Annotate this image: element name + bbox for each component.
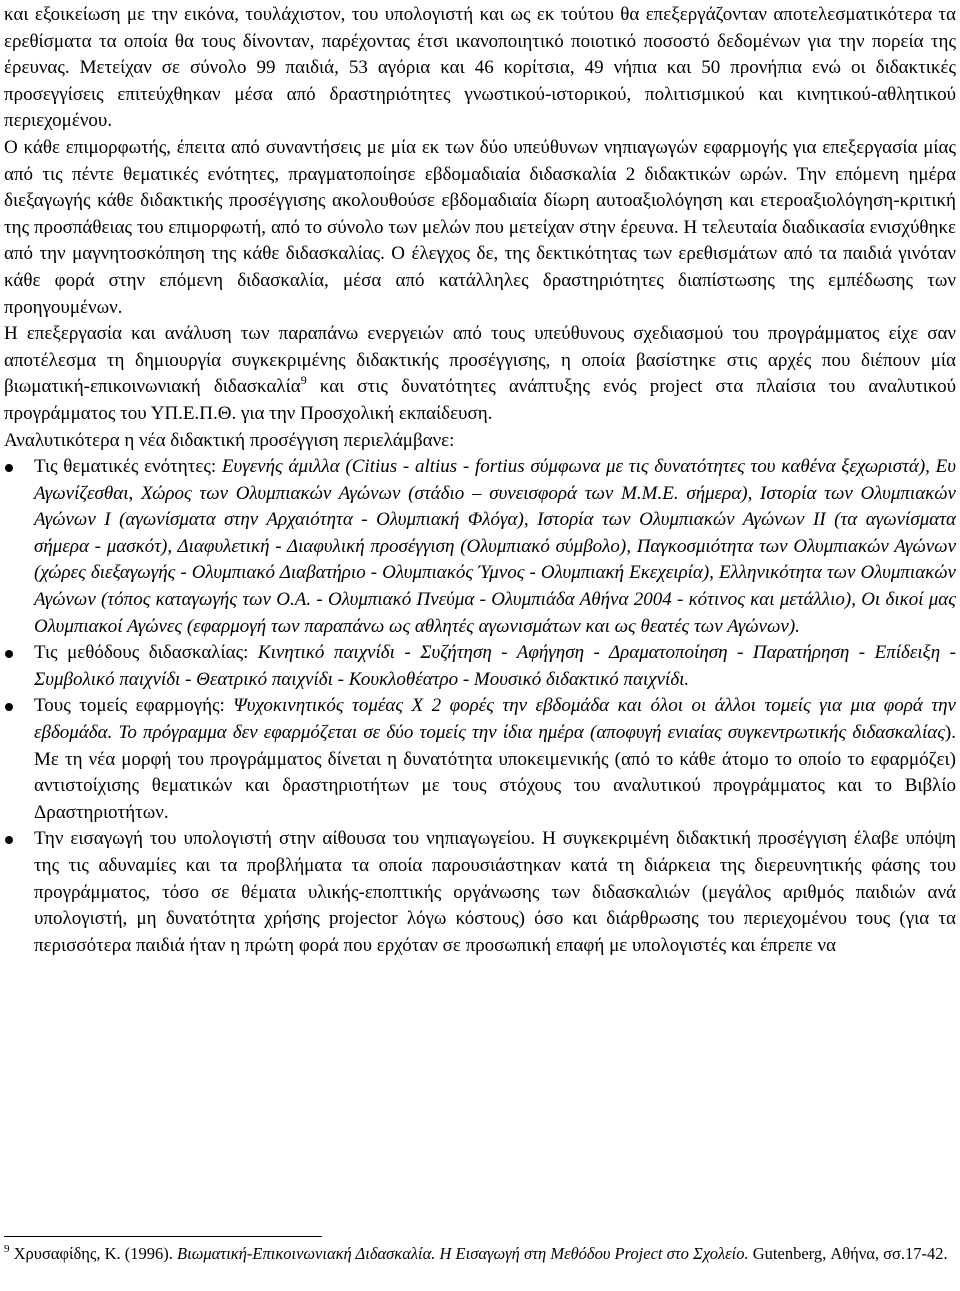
list-item-italic: Ευγενής άμιλλα (Citius - altius - fortius σύμφωνα με τις δυνατότητες του καθένα ξεχωριστά), Ευ Αγωνίζεσθαι, Χώρος των Ολυμπιακών Αγώνων (στάδιο – συνεισφορά των Μ.Μ.Ε. σήμερα), Ιστορία των Ολυμπιακών Αγώνων Ι (αγωνίσματα στην Αρχαιότητα - Ολυμπιακή Φλόγα), Ιστορία των Ολυμπιακών Αγώνων ΙΙ (τα αγωνίσματα σήμερα - μασκότ), Διαφυλετική - Διαφυλική προσέγγιση (Ολυμπιακό σύμβολο), Παγκοσμιότητα των Ολυμπιακών Αγώνων (χώρες διεξαγωγής - Ολυμπιακό Διαβατήριο - Ολυμπιακός Ύμνος - Ολυμπιακή Εκεχειρία), Ελληνικότητα των Ολυμπιακών Αγώνων (τόπος καταγωγής των Ο.Α. - Ολυμπιακό Πνεύμα - Ολυμπιάδα Αθήνα 2004 - κότινος και μετάλλιο), Οι δικοί μας Ολυμπιακοί Αγώνες (εφαρμογή των παραπάνω ως αθλητές αγωνισμάτων και ως θεατές των Αγώνων). (34, 456, 956, 637)
paragraph-analysis-after: και στις δυνατότητες ανάπτυξης ενός project στα πλαίσια του αναλυτικού προγράμματος του ΥΠ.Ε.Π.Θ. για την Προσχολική εκπαίδευση. (4, 376, 956, 424)
bullet-icon (5, 703, 13, 711)
list-item-lead: Τις μεθόδους διδασκαλίας: (34, 642, 258, 664)
footnote-divider (4, 1236, 322, 1237)
bullet-icon (5, 836, 13, 844)
bullet-icon (5, 464, 13, 472)
footnote-authors: Χρυσαφίδης, Κ. (1996). (9, 1244, 178, 1263)
paragraph-analysis-before: Η επεξεργασία και ανάλυση των παραπάνω ενεργειών από τους υπεύθυνους σχεδιασμού του προγράμματος είχε σαν αποτέλεσμα τη δημιουργία συγκεκριμένης διδακτικής προσέγγισης, η οποία βασίστηκε στις αρχές που διέπουν μία βιωματική-επικοινωνιακή διδασκαλία (4, 323, 956, 398)
footnote-number: 9 (4, 1243, 10, 1255)
footnote-reference[interactable]: 9 (300, 373, 307, 388)
footnote (4, 1242, 956, 1266)
paragraph-participants: και εξοικείωση με την εικόνα, τουλάχιστον, του υπολογιστή και ως εκ τούτου θα επεξεργάζονταν αποτελεσματικότερα τα ερεθίσματα τα οποία θα τους δίνονταν, παρέχοντας έτσι ικανοποιητικό ποιοτικό ποσοστό δεδομένων για την πορεία της έρευνας. Μετείχαν σε σύνολο 99 παιδιά, 53 αγόρια και 46 κορίτσια, 49 νήπια και 50 προνήπια ενώ οι διδακτικές προσεγγίσεις επιτεύχθηκαν μέσα από δραστηριότητες γνωστικού-ιστορικού, πολιτισμικού και κινητικού-αθλητικού περιεχομένου. (4, 4, 956, 132)
list-item-lead: Τις θεματικές ενότητες: (34, 456, 222, 478)
list-item-teaching-methods (4, 640, 956, 693)
list-item-thematic-units (4, 454, 956, 640)
footnote-title: Βιωματική-Επικοινωνιακή Διδασκαλία. Η Εισαγωγή στη Μεθόδου Project στο Σχολείο. (177, 1244, 749, 1263)
list-item-tail: ). Με τη νέα μορφή του προγράμματος δίνεται η δυνατότητα υποκειμενικής (από το κάθε άτομο το οποίο το εφαρμόζει) αντιστοίχισης θεματικών και δραστηριοτήτων με τους στόχους του αναλυτικού προγράμματος και το Βιβλίο Δραστηριοτήτων. (34, 722, 956, 823)
list-item-computer-introduction (4, 826, 956, 959)
list-item-lead: Την εισαγωγή του υπολογιστή στην αίθουσα του νηπιαγωγείου. Η συγκεκριμένη διδακτική προσέγγιση έλαβε υπόψη της τις αδυναμίες και τα προβλήματα τα οποία παρουσιάστηκαν κατά τη διάρκεια της διερευνητικής φάσης του προγράμματος, τόσο σε θέματα υλικής-εποπτικής οργάνωσης των διδασκαλιών (μεγάλος αριθμός παιδιών ανά υπολογιστή, μη δυνατότητα χρήσης projector λόγω κόστους) όσο και διάρθρωσης του περιεχομένου τους (για τα περισσότερα παιδιά ήταν η πρώτη φορά που ερχόταν σε προσωπική επαφή με υπολογιστές και έπρεπε να (34, 828, 956, 956)
bullet-icon (5, 650, 13, 658)
list-item-italic: Ψυχοκινητικός τομέας Χ 2 φορές την εβδομάδα και όλοι οι άλλοι τομείς για μια φορά την εβδομάδα. Το πρόγραμμα δεν εφαρμόζεται σε δύο τομείς την ίδια ημέρα (αποφυγή ενιαίας συγκεντρωτικής διδασκαλίας (34, 695, 956, 744)
paragraph-analysis (4, 321, 956, 427)
approach-list (4, 454, 956, 959)
list-item-lead: Τους τομείς εφαρμογής: (34, 695, 234, 717)
footnote-publisher: Gutenberg, Αθήνα, σσ.17-42. (748, 1244, 948, 1263)
paragraph-training-procedure: Ο κάθε επιμορφωτής, έπειτα από συναντήσεις με μία εκ των δύο υπεύθυνων νηπιαγωγών εφαρμογής για επεξεργασία μίας από τις πέντε θεματικές ενότητες, πραγματοποίησε εβδομαδιαία διδασκαλία 2 διδακτικών ωρών. Την επόμενη ημέρα διεξαγωγής κάθε διδακτικής προσέγγισης ακολουθούσε εβδομαδιαία δίωρη αυτοαξιολόγηση και ετεροαξιολόγηση-κριτική της προσπάθειας του επιμορφωτή, από το σύνολο των μελών που μετείχαν στην έρευνα. Η τελευταία διαδικασία ενισχύθηκε από την μαγνητοσκόπηση της κάθε διδασκαλίας. Ο έλεγχος δε, της δεκτικότητας των ερεθισμάτων από τα παιδιά γινόταν κάθε φορά στην επόμενη διδασκαλία, μέσα από κατάλληλες δραστηριότητες διαπίστωσης της εμπέδωσης των προηγουμένων. (4, 136, 956, 318)
list-item-application-areas (4, 693, 956, 826)
list-item-italic: Κινητικό παιχνίδι - Συζήτηση - Αφήγηση - Δραματοποίηση - Παρατήρηση - Επίδειξη - Συμβολικό παιχνίδι - Θεατρικό παιχνίδι - Κουκλοθέατρο - Μουσικό διδακτικό παιχνίδι. (34, 642, 956, 690)
list-intro: Αναλυτικότερα η νέα διδακτική προσέγγιση περιελάμβανε: (4, 429, 455, 451)
